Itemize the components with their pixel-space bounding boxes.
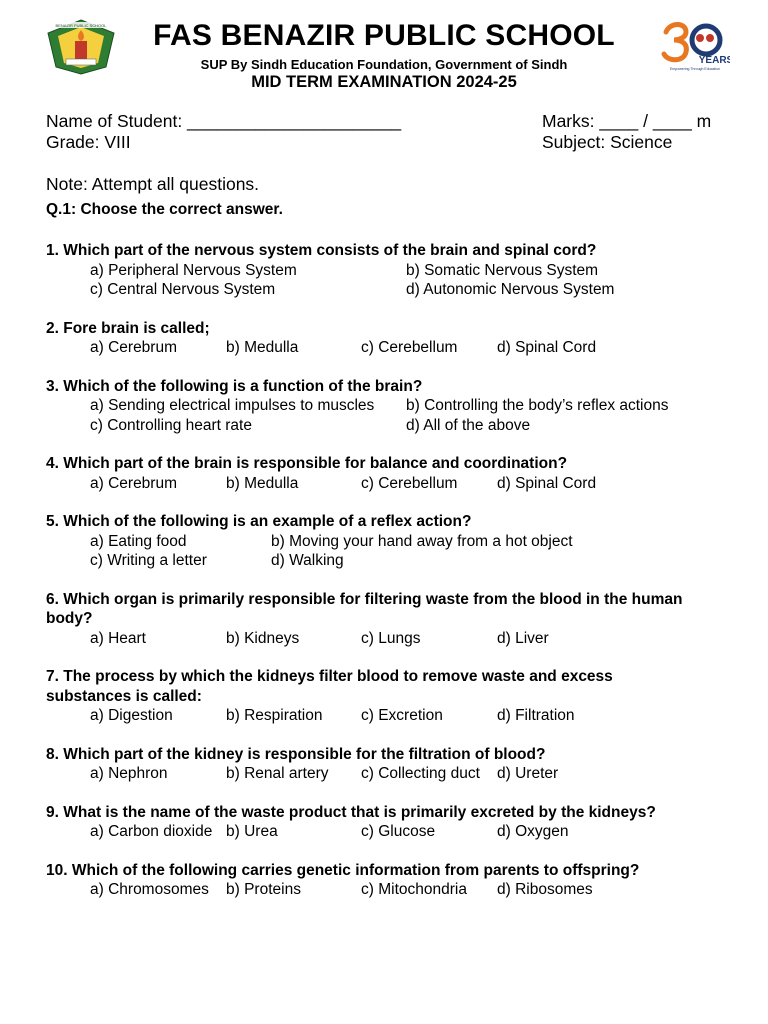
question-item xyxy=(46,377,736,436)
answer-option[interactable]: a) Heart xyxy=(90,629,146,647)
school-name: FAS BENAZIR PUBLIC SCHOOL xyxy=(153,19,615,52)
option-row xyxy=(46,880,736,900)
answer-option[interactable]: c) Writing a letter xyxy=(90,552,207,569)
answer-option[interactable]: c) Mitochondria xyxy=(361,881,467,898)
question-item xyxy=(46,512,736,571)
option-row xyxy=(46,822,736,842)
subject-label: Subject: Science xyxy=(542,132,673,152)
option-row xyxy=(46,532,736,552)
question-item xyxy=(46,803,736,842)
option-row xyxy=(46,261,736,281)
option-row xyxy=(46,416,736,436)
answer-option[interactable]: a) Chromosomes xyxy=(90,881,209,898)
answer-option[interactable]: a) Nephron xyxy=(90,765,168,782)
answer-option[interactable]: a) Cerebrum xyxy=(90,474,177,492)
foundation-subtitle: SUP By Sindh Education Foundation, Government of Sindh xyxy=(200,57,568,72)
answer-option[interactable]: d) Spinal Cord xyxy=(497,474,597,492)
answer-option[interactable]: c) Glucose xyxy=(361,823,436,840)
option-row xyxy=(46,764,736,784)
answer-option[interactable]: d) All of the above xyxy=(406,416,531,434)
exam-note: Note: Attempt all questions. xyxy=(46,174,260,194)
answer-option[interactable]: c) Controlling heart rate xyxy=(90,416,252,434)
answer-option[interactable]: a) Digestion xyxy=(90,707,173,724)
answer-option[interactable]: b) Moving your hand away from a hot object xyxy=(271,532,573,550)
question-text: 9. What is the name of the waste product that is primarily excreted by the kidneys? xyxy=(46,803,656,821)
grade-label: Grade: VIII xyxy=(46,132,131,152)
answer-option[interactable]: d) Walking xyxy=(271,552,344,569)
answer-option[interactable]: d) Liver xyxy=(497,629,549,647)
question-item xyxy=(46,454,736,493)
marks-field[interactable]: Marks: ____ / ____ m xyxy=(542,111,712,131)
question-item xyxy=(46,241,736,300)
answer-option[interactable]: d) Autonomic Nervous System xyxy=(406,281,615,298)
question-text: 4. Which part of the brain is responsible for balance and coordination? xyxy=(46,455,568,472)
option-row xyxy=(46,551,736,571)
question-text: substances is called: xyxy=(46,687,202,705)
option-row xyxy=(46,706,736,726)
question-text: 2. Fore brain is called; xyxy=(46,319,210,337)
option-row xyxy=(46,396,736,416)
answer-option[interactable]: a) Cerebrum xyxy=(90,339,177,356)
student-name-field[interactable]: Name of Student: ______________________ xyxy=(46,111,402,131)
question-item xyxy=(46,667,736,726)
answer-option[interactable]: d) Spinal Cord xyxy=(497,339,597,356)
question-list xyxy=(46,241,736,919)
answer-option[interactable]: a) Sending electrical impulses to muscles xyxy=(90,397,375,414)
answer-option[interactable]: c) Collecting duct xyxy=(361,765,480,782)
option-row xyxy=(46,338,736,358)
answer-option[interactable]: b) Somatic Nervous System xyxy=(406,261,599,279)
answer-option[interactable]: a) Peripheral Nervous System xyxy=(90,261,297,279)
answer-option[interactable]: d) Filtration xyxy=(497,707,575,724)
answer-option[interactable]: a) Eating food xyxy=(90,532,187,550)
question-text: 6. Which organ is primarily responsible for filtering waste from the blood in the human xyxy=(46,590,683,608)
svg-text:BENAZIR PUBLIC SCHOOL: BENAZIR PUBLIC SCHOOL xyxy=(55,23,107,28)
answer-option[interactable]: a) Carbon dioxide xyxy=(90,823,213,840)
answer-option[interactable]: b) Medulla xyxy=(226,339,299,356)
svg-text:Empowering Through Education: Empowering Through Education xyxy=(670,67,720,71)
question-text: 1. Which part of the nervous system consists of the brain and spinal cord? xyxy=(46,242,597,259)
question-text: 10. Which of the following carries genetic information from parents to offspring? xyxy=(46,861,640,879)
answer-option[interactable]: c) Lungs xyxy=(361,629,421,647)
answer-option[interactable]: d) Oxygen xyxy=(497,823,569,840)
answer-option[interactable]: c) Cerebellum xyxy=(361,339,458,356)
option-row xyxy=(46,280,736,300)
question-item xyxy=(46,319,736,358)
answer-option[interactable]: b) Respiration xyxy=(226,707,323,724)
answer-option[interactable]: d) Ureter xyxy=(497,765,559,782)
answer-option[interactable]: b) Renal artery xyxy=(226,765,329,782)
answer-option[interactable]: b) Kidneys xyxy=(226,629,300,647)
question-text: 7. The process by which the kidneys filter blood to remove waste and excess xyxy=(46,668,613,685)
answer-option[interactable]: b) Medulla xyxy=(226,474,299,492)
svg-text:YEARS: YEARS xyxy=(698,55,730,66)
answer-option[interactable]: b) Proteins xyxy=(226,881,301,898)
answer-option[interactable]: c) Cerebellum xyxy=(361,474,458,492)
question-item xyxy=(46,861,736,900)
question-text: 3. Which of the following is a function of the brain? xyxy=(46,377,423,395)
answer-option[interactable]: c) Central Nervous System xyxy=(90,281,276,298)
option-row xyxy=(46,629,736,649)
answer-option[interactable]: b) Controlling the body’s reflex actions xyxy=(406,397,669,414)
question-item xyxy=(46,590,736,649)
question-text: body? xyxy=(46,610,93,627)
question-text: 5. Which of the following is an example of a reflex action? xyxy=(46,513,472,530)
question-item xyxy=(46,745,736,784)
answer-option[interactable]: b) Urea xyxy=(226,823,278,840)
section-title: Q.1: Choose the correct answer. xyxy=(46,201,283,218)
exam-title: MID TERM EXAMINATION 2024-25 xyxy=(251,73,517,91)
answer-option[interactable]: c) Excretion xyxy=(361,707,443,724)
answer-option[interactable]: d) Ribosomes xyxy=(497,881,593,898)
option-row xyxy=(46,474,736,494)
question-text: 8. Which part of the kidney is responsible for the filtration of blood? xyxy=(46,745,546,763)
